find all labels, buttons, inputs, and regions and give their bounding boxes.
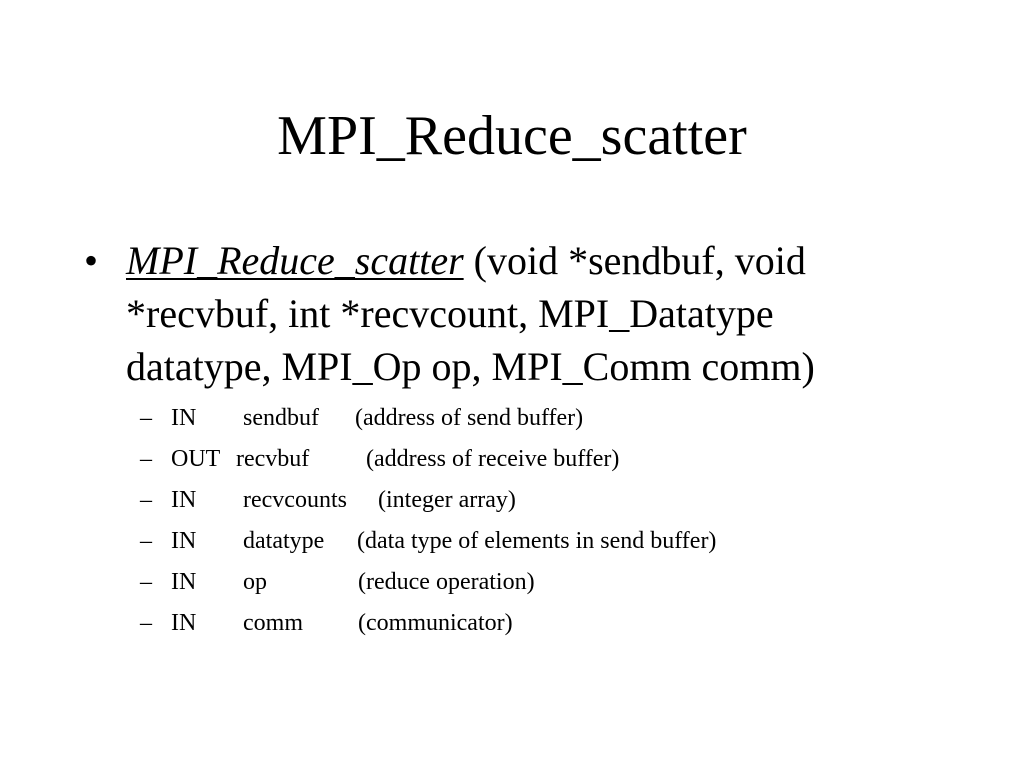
- parameter-name: recvcounts: [243, 487, 347, 513]
- parameter-direction: IN: [171, 569, 197, 595]
- parameter-name: sendbuf: [243, 405, 319, 431]
- parameter-direction: IN: [171, 528, 197, 554]
- parameter-description: (address of receive buffer): [366, 446, 620, 472]
- parameter-description: (reduce operation): [358, 569, 535, 595]
- parameter-item: [140, 398, 940, 439]
- parameter-direction: IN: [171, 405, 197, 431]
- dash-icon: –: [140, 405, 152, 431]
- parameter-description: (address of send buffer): [355, 405, 584, 431]
- signature-part-3: datatype, MPI_Op op, MPI_Comm comm): [126, 344, 815, 389]
- parameter-description: (data type of elements in send buffer): [357, 528, 717, 554]
- dash-icon: –: [140, 528, 152, 554]
- bullet-dot-icon: •: [84, 238, 99, 283]
- parameter-item: [140, 603, 940, 644]
- parameter-direction: IN: [171, 610, 197, 636]
- dash-icon: –: [140, 446, 152, 472]
- parameter-description: (communicator): [358, 610, 513, 636]
- slide-title: MPI_Reduce_scatter: [277, 105, 747, 167]
- parameter-item: [140, 480, 940, 521]
- parameter-direction: OUT: [171, 446, 221, 472]
- parameter-name: comm: [243, 610, 303, 636]
- parameter-name: op: [243, 569, 267, 595]
- parameter-item: [140, 439, 940, 480]
- function-signature: [126, 234, 926, 393]
- dash-icon: –: [140, 487, 152, 513]
- parameter-direction: IN: [171, 487, 197, 513]
- parameter-list: [140, 398, 940, 644]
- parameter-name: datatype: [243, 528, 325, 554]
- signature-part-1: (void *sendbuf, void: [463, 238, 806, 283]
- parameter-name: recvbuf: [236, 446, 310, 472]
- parameter-description: (integer array): [378, 487, 516, 513]
- parameter-item: [140, 521, 940, 562]
- function-name: MPI_Reduce_scatter: [126, 238, 464, 283]
- signature-part-2: *recvbuf, int *recvcount, MPI_Datatype: [126, 291, 774, 336]
- dash-icon: –: [140, 569, 152, 595]
- dash-icon: –: [140, 610, 152, 636]
- parameter-item: [140, 562, 940, 603]
